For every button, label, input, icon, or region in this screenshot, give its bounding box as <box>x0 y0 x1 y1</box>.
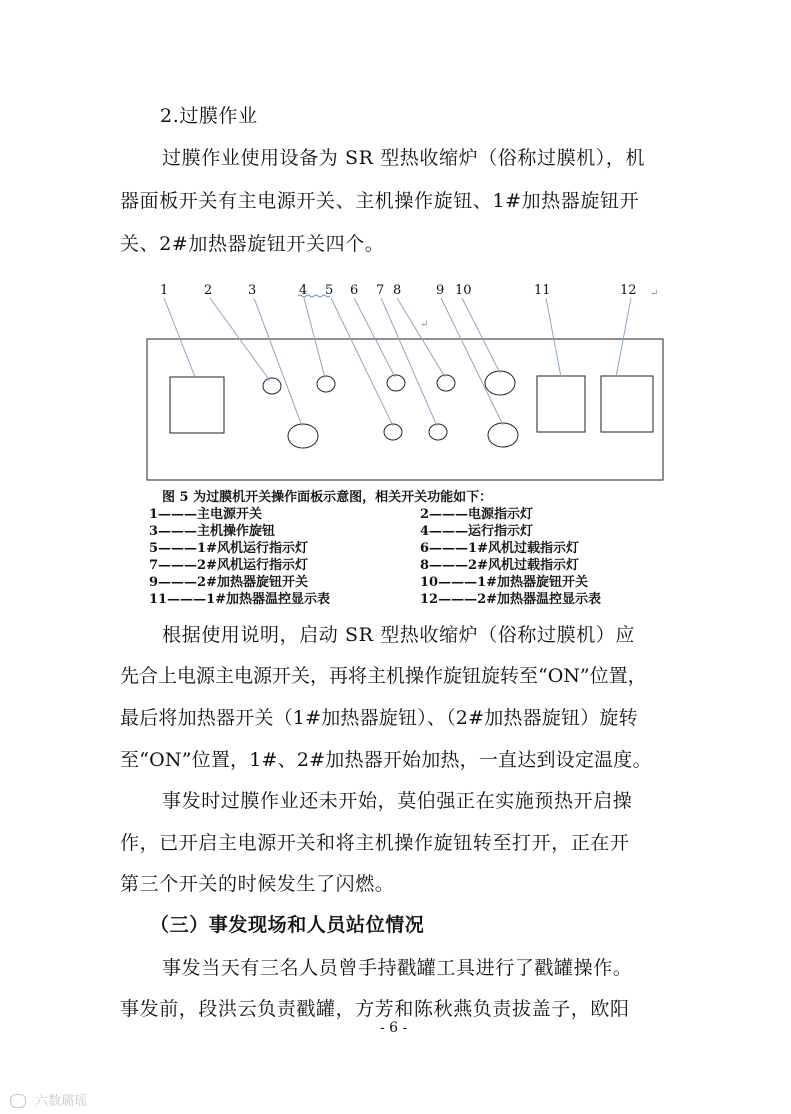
subsection-heading: （三）事发现场和人员站位情况 <box>150 914 425 936</box>
para2-line-2: 先合上电源主电源开关，再将主机操作旋钮旋转至“ON”位置， <box>120 665 647 687</box>
callout-4: 4 <box>299 283 308 298</box>
power-indicator <box>263 378 281 394</box>
callout-10: 10 <box>455 283 472 298</box>
callout-6: 6 <box>350 283 359 298</box>
para2-line-1: 根据使用说明，启动 SR 型热收缩炉（俗称过膜机）应 <box>162 624 636 646</box>
svg-text:↵: ↵ <box>650 288 659 299</box>
legend-item-10: 10———1#加热器旋钮开关 <box>420 575 589 590</box>
legend-item-4: 4———运行指示灯 <box>420 524 534 539</box>
legend-item-9: 9———2#加热器旋钮开关 <box>149 575 308 590</box>
para3-line-2: 作，已开启主电源开关和将主机操作旋钮转至打开，正在开 <box>120 832 630 854</box>
callout-12: 12 <box>620 283 637 298</box>
watermark <box>10 1090 87 1109</box>
legend-item-1: 1———主电源开关 <box>149 507 263 522</box>
main-power-switch <box>170 377 224 433</box>
fan2-overload-indicator <box>437 375 455 391</box>
para1-line-3: 关、2#加热器旋钮开关四个。 <box>120 233 385 255</box>
para2-line-3: 最后将加热器开关（1#加热器旋钮）、（2#加热器旋钮）旋转 <box>120 707 638 729</box>
para3-line-3: 第三个开关的时候发生了闪燃。 <box>120 873 395 895</box>
para4-line-2: 事发前，段洪云负责戳罐，方芳和陈秋燕负责拔盖子，欧阳 <box>120 998 630 1020</box>
callout-3: 3 <box>248 283 257 298</box>
main-operation-knob <box>288 424 318 448</box>
watermark-logo-icon <box>10 1094 26 1108</box>
callout-11: 11 <box>534 283 551 298</box>
para4-line-1: 事发当天有三名人员曾手持戳罐工具进行了戳罐操作。 <box>162 957 633 979</box>
callout-2: 2 <box>204 283 213 298</box>
para3-line-1: 事发时过膜作业还未开始，莫伯强正在实施预热开启操 <box>162 790 633 812</box>
para1-line-2: 器面板开关有主电源开关、主机操作旋钮、1#加热器旋钮开 <box>120 190 640 212</box>
fan1-overload-indicator <box>387 375 405 391</box>
section-heading: 2.过膜作业 <box>160 105 258 127</box>
callout-8: 8 <box>393 283 402 298</box>
legend-item-2: 2———电源指示灯 <box>420 507 534 522</box>
legend-item-11: 11———1#加热器温控显示表 <box>149 592 331 607</box>
fan2-run-indicator <box>429 424 447 440</box>
control-panel-diagram <box>0 0 791 500</box>
callout-7: 7 <box>376 283 385 298</box>
heater2-temp-display <box>601 376 653 432</box>
leader-lines <box>164 298 631 426</box>
para2-line-4: 至“ON”位置，1#、2#加热器开始加热，一直达到设定温度。 <box>120 749 652 771</box>
watermark-text: 六数璐瑶 <box>35 1094 88 1109</box>
callout-9: 9 <box>436 283 445 298</box>
legend-item-6: 6———1#风机过载指示灯 <box>420 541 579 556</box>
callout-1: 1 <box>160 283 169 298</box>
heater1-temp-display <box>537 376 585 432</box>
svg-text:↵: ↵ <box>420 319 429 330</box>
page-number: - 6 - <box>380 1020 408 1036</box>
heater2-knob <box>488 423 518 447</box>
legend-item-12: 12———2#加热器温控显示表 <box>420 592 602 607</box>
figure-caption: 图 5 为过膜机开关操作面板示意图，相关开关功能如下： <box>162 490 493 505</box>
heater1-knob <box>485 371 515 395</box>
run-indicator <box>317 376 335 392</box>
fan1-run-indicator <box>384 424 402 440</box>
callout-5: 5 <box>325 283 334 298</box>
legend-item-3: 3———主机操作旋钮 <box>149 524 276 539</box>
para1-line-1: 过膜作业使用设备为 SR 型热收缩炉（俗称过膜机），机 <box>162 147 646 169</box>
legend-item-5: 5———1#风机运行指示灯 <box>149 541 308 556</box>
legend-item-8: 8———2#风机过载指示灯 <box>420 558 579 573</box>
legend-item-7: 7———2#风机运行指示灯 <box>149 558 308 573</box>
